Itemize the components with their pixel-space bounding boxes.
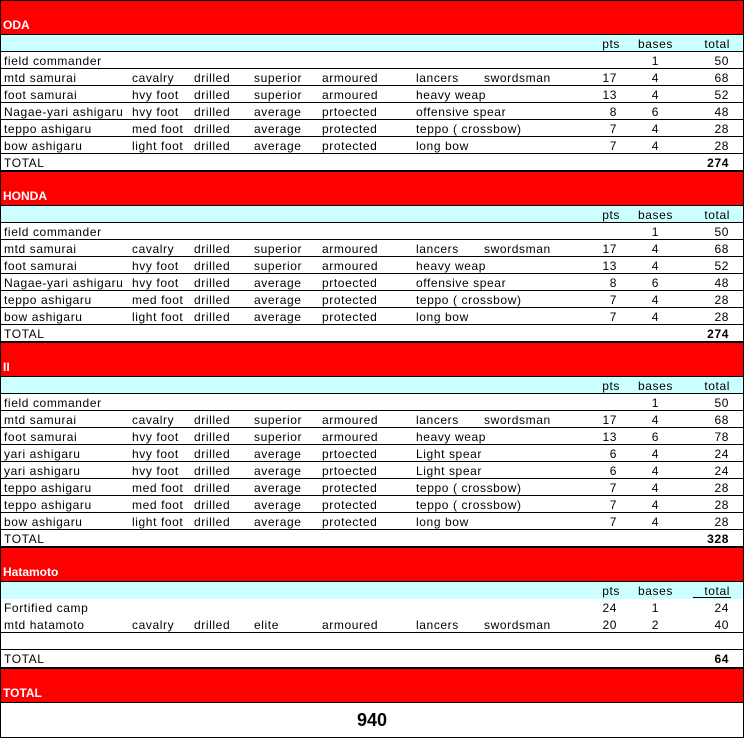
unit-pts: 20 (602, 618, 617, 632)
unit-name: Fortified camp (4, 601, 89, 615)
unit-armour: prtoected (322, 464, 378, 478)
unit-armour: armoured (322, 88, 379, 102)
unit-quality: superior (254, 430, 303, 444)
unit-type: hvy foot (132, 105, 179, 119)
total-label: TOTAL (4, 327, 45, 341)
unit-armour: protected (322, 498, 378, 512)
unit-quality: superior (254, 259, 303, 273)
table-row (1, 513, 743, 530)
total-label: TOTAL (4, 652, 45, 666)
unit-quality: superior (254, 242, 303, 256)
unit-total: 78 (714, 430, 729, 444)
unit-total: 48 (714, 105, 729, 119)
unit-type: cavalry (132, 71, 175, 85)
unit-extra: swordsman (484, 242, 551, 256)
unit-bases: 4 (651, 242, 659, 256)
army-total-value: 274 (707, 156, 729, 170)
unit-weapon: lancers (416, 413, 459, 427)
unit-name: bow ashigaru (4, 310, 83, 324)
empty-row (1, 633, 743, 650)
unit-weapon: heavy weap (416, 430, 487, 444)
unit-pts: 6 (609, 447, 617, 461)
unit-total: 28 (714, 139, 729, 153)
unit-total: 28 (714, 122, 729, 136)
unit-name: mtd samurai (4, 71, 77, 85)
unit-weapon: teppo ( crossbow) (416, 498, 522, 512)
unit-pts: 7 (609, 293, 617, 307)
unit-name: field commander (4, 225, 102, 239)
unit-weapon: offensive spear (416, 276, 507, 290)
unit-quality: average (254, 105, 302, 119)
bases-header: bases (637, 208, 673, 222)
unit-total: 52 (714, 259, 729, 273)
unit-type: light foot (132, 515, 184, 529)
table-row (1, 52, 743, 69)
unit-pts: 7 (609, 139, 617, 153)
grand-total-header (1, 669, 743, 703)
table-row (1, 394, 743, 411)
unit-pts: 7 (609, 515, 617, 529)
total-header: total (704, 37, 730, 51)
unit-name: mtd hatamoto (4, 618, 85, 632)
unit-armour: armoured (322, 413, 379, 427)
unit-armour: prtoected (322, 447, 378, 461)
unit-bases: 4 (651, 71, 659, 85)
table-row (1, 120, 743, 137)
unit-weapon: offensive spear (416, 105, 507, 119)
unit-type: light foot (132, 139, 184, 153)
unit-name: teppo ashigaru (4, 293, 92, 307)
unit-type: hvy foot (132, 276, 179, 290)
unit-bases: 4 (651, 464, 659, 478)
unit-weapon: lancers (416, 71, 459, 85)
unit-total: 68 (714, 413, 729, 427)
unit-training: drilled (194, 71, 231, 85)
unit-pts: 7 (609, 498, 617, 512)
table-row (1, 445, 743, 462)
unit-quality: average (254, 310, 302, 324)
unit-bases: 4 (651, 413, 659, 427)
table-row (1, 308, 743, 325)
grand-total-value: 940 (1, 703, 743, 737)
army-title: II (3, 360, 10, 374)
unit-armour: armoured (322, 71, 379, 85)
unit-name: Nagae-yari ashigaru (4, 105, 124, 119)
table-row (1, 86, 743, 103)
unit-total: 28 (714, 481, 729, 495)
unit-pts: 8 (609, 105, 617, 119)
unit-weapon: teppo ( crossbow) (416, 122, 522, 136)
unit-name: field commander (4, 396, 102, 410)
unit-bases: 6 (651, 276, 659, 290)
unit-total: 68 (714, 242, 729, 256)
pts-header: pts (602, 584, 620, 598)
unit-extra: swordsman (484, 71, 551, 85)
unit-total: 24 (714, 464, 729, 478)
unit-weapon: teppo ( crossbow) (416, 481, 522, 495)
unit-training: drilled (194, 139, 231, 153)
unit-name: Nagae-yari ashigaru (4, 276, 124, 290)
unit-name: yari ashigaru (4, 447, 81, 461)
unit-total: 68 (714, 71, 729, 85)
unit-name: foot samurai (4, 430, 78, 444)
bases-header: bases (637, 379, 673, 393)
table-row (1, 479, 743, 496)
unit-bases: 1 (651, 396, 659, 410)
army-total-value: 64 (714, 652, 729, 666)
table-row (1, 599, 743, 616)
unit-quality: elite (254, 618, 280, 632)
unit-armour: protected (322, 139, 378, 153)
table-row (1, 274, 743, 291)
unit-quality: superior (254, 71, 303, 85)
unit-quality: superior (254, 413, 303, 427)
unit-armour: protected (322, 515, 378, 529)
army-total-row (1, 650, 743, 669)
army-total-value: 328 (707, 532, 729, 546)
pts-header: pts (602, 37, 620, 51)
army-total-row (1, 530, 743, 548)
total-label: TOTAL (4, 532, 45, 546)
unit-type: med foot (132, 122, 184, 136)
army-header-hatamoto (1, 548, 743, 582)
pts-header: pts (602, 208, 620, 222)
table-row (1, 616, 743, 633)
unit-bases: 6 (651, 105, 659, 119)
unit-bases: 2 (651, 618, 659, 632)
unit-bases: 4 (651, 515, 659, 529)
unit-training: drilled (194, 481, 231, 495)
table-row (1, 257, 743, 274)
unit-total: 50 (714, 54, 729, 68)
unit-type: med foot (132, 293, 184, 307)
unit-name: teppo ashigaru (4, 498, 92, 512)
unit-name: mtd samurai (4, 242, 77, 256)
column-header-row (1, 582, 743, 599)
unit-armour: protected (322, 293, 378, 307)
unit-type: cavalry (132, 618, 175, 632)
unit-extra: swordsman (484, 413, 551, 427)
unit-bases: 1 (651, 225, 659, 239)
unit-training: drilled (194, 464, 231, 478)
unit-training: drilled (194, 122, 231, 136)
unit-training: drilled (194, 447, 231, 461)
unit-training: drilled (194, 430, 231, 444)
unit-weapon: lancers (416, 242, 459, 256)
unit-type: hvy foot (132, 447, 179, 461)
unit-quality: average (254, 293, 302, 307)
unit-pts: 7 (609, 310, 617, 324)
table-row (1, 411, 743, 428)
unit-weapon: heavy weap (416, 88, 487, 102)
unit-bases: 6 (651, 430, 659, 444)
unit-name: mtd samurai (4, 413, 77, 427)
unit-armour: armoured (322, 430, 379, 444)
unit-bases: 4 (651, 498, 659, 512)
table-row (1, 137, 743, 154)
unit-type: hvy foot (132, 259, 179, 273)
unit-armour: protected (322, 481, 378, 495)
total-label: TOTAL (4, 156, 45, 170)
column-header-row (1, 377, 743, 394)
unit-total: 24 (714, 601, 729, 615)
unit-training: drilled (194, 498, 231, 512)
grand-total-label: TOTAL (3, 686, 42, 700)
unit-weapon: Light spear (416, 447, 482, 461)
unit-bases: 1 (651, 54, 659, 68)
table-row (1, 69, 743, 86)
army-title: ODA (3, 18, 30, 32)
unit-pts: 24 (602, 601, 617, 615)
unit-name: foot samurai (4, 259, 78, 273)
unit-weapon: long bow (416, 139, 469, 153)
table-row (1, 496, 743, 513)
army-total-row (1, 325, 743, 343)
unit-quality: average (254, 276, 302, 290)
unit-pts: 13 (602, 88, 617, 102)
unit-type: med foot (132, 498, 184, 512)
unit-training: drilled (194, 242, 231, 256)
unit-total: 50 (714, 225, 729, 239)
unit-quality: superior (254, 88, 303, 102)
unit-quality: average (254, 139, 302, 153)
unit-type: hvy foot (132, 430, 179, 444)
army-total-value: 274 (707, 327, 729, 341)
unit-armour: protected (322, 122, 378, 136)
total-underline (693, 597, 731, 598)
unit-armour: prtoected (322, 105, 378, 119)
unit-quality: average (254, 498, 302, 512)
unit-training: drilled (194, 310, 231, 324)
unit-bases: 4 (651, 88, 659, 102)
unit-training: drilled (194, 105, 231, 119)
total-header: total (704, 208, 730, 222)
unit-bases: 4 (651, 310, 659, 324)
unit-pts: 13 (602, 430, 617, 444)
unit-training: drilled (194, 413, 231, 427)
unit-total: 52 (714, 88, 729, 102)
table-row (1, 223, 743, 240)
unit-training: drilled (194, 259, 231, 273)
table-row (1, 103, 743, 120)
unit-total: 40 (714, 618, 729, 632)
unit-name: foot samurai (4, 88, 78, 102)
unit-pts: 6 (609, 464, 617, 478)
unit-quality: average (254, 481, 302, 495)
unit-total: 50 (714, 396, 729, 410)
unit-pts: 17 (602, 413, 617, 427)
army-total-row (1, 154, 743, 172)
unit-extra: swordsman (484, 618, 551, 632)
total-header: total (704, 584, 730, 598)
pts-header: pts (602, 379, 620, 393)
unit-total: 28 (714, 293, 729, 307)
unit-training: drilled (194, 276, 231, 290)
unit-training: drilled (194, 88, 231, 102)
unit-name: yari ashigaru (4, 464, 81, 478)
unit-bases: 4 (651, 447, 659, 461)
unit-weapon: lancers (416, 618, 459, 632)
unit-type: cavalry (132, 413, 175, 427)
unit-pts: 8 (609, 276, 617, 290)
table-row (1, 240, 743, 257)
unit-type: med foot (132, 481, 184, 495)
unit-bases: 1 (651, 601, 659, 615)
unit-weapon: long bow (416, 515, 469, 529)
bases-header: bases (637, 584, 673, 598)
unit-training: drilled (194, 515, 231, 529)
unit-quality: average (254, 122, 302, 136)
unit-name: teppo ashigaru (4, 122, 92, 136)
unit-weapon: teppo ( crossbow) (416, 293, 522, 307)
unit-armour: prtoected (322, 276, 378, 290)
unit-name: teppo ashigaru (4, 481, 92, 495)
unit-name: field commander (4, 54, 102, 68)
unit-pts: 7 (609, 122, 617, 136)
unit-name: bow ashigaru (4, 515, 83, 529)
table-row (1, 291, 743, 308)
unit-armour: armoured (322, 618, 379, 632)
unit-bases: 4 (651, 293, 659, 307)
unit-weapon: heavy weap (416, 259, 487, 273)
unit-type: cavalry (132, 242, 175, 256)
army-header-ii (1, 343, 743, 377)
unit-armour: armoured (322, 259, 379, 273)
unit-armour: protected (322, 310, 378, 324)
unit-total: 48 (714, 276, 729, 290)
unit-pts: 7 (609, 481, 617, 495)
unit-name: bow ashigaru (4, 139, 83, 153)
unit-weapon: Light spear (416, 464, 482, 478)
unit-training: drilled (194, 618, 231, 632)
unit-bases: 4 (651, 481, 659, 495)
unit-quality: average (254, 447, 302, 461)
unit-quality: average (254, 464, 302, 478)
unit-training: drilled (194, 293, 231, 307)
unit-total: 24 (714, 447, 729, 461)
unit-weapon: long bow (416, 310, 469, 324)
army-title: Hatamoto (3, 565, 59, 579)
column-header-row (1, 206, 743, 223)
army-header-honda (1, 172, 743, 206)
army-title: HONDA (3, 189, 47, 203)
column-header-row (1, 35, 743, 52)
unit-bases: 4 (651, 259, 659, 273)
unit-bases: 4 (651, 139, 659, 153)
total-header: total (704, 379, 730, 393)
unit-bases: 4 (651, 122, 659, 136)
bases-header: bases (637, 37, 673, 51)
unit-total: 28 (714, 310, 729, 324)
unit-armour: armoured (322, 242, 379, 256)
unit-pts: 17 (602, 71, 617, 85)
unit-type: hvy foot (132, 464, 179, 478)
army-header-oda (1, 1, 743, 35)
unit-type: light foot (132, 310, 184, 324)
unit-pts: 13 (602, 259, 617, 273)
unit-total: 28 (714, 515, 729, 529)
table-row (1, 462, 743, 479)
unit-pts: 17 (602, 242, 617, 256)
unit-quality: average (254, 515, 302, 529)
unit-total: 28 (714, 498, 729, 512)
unit-type: hvy foot (132, 88, 179, 102)
table-row (1, 428, 743, 445)
